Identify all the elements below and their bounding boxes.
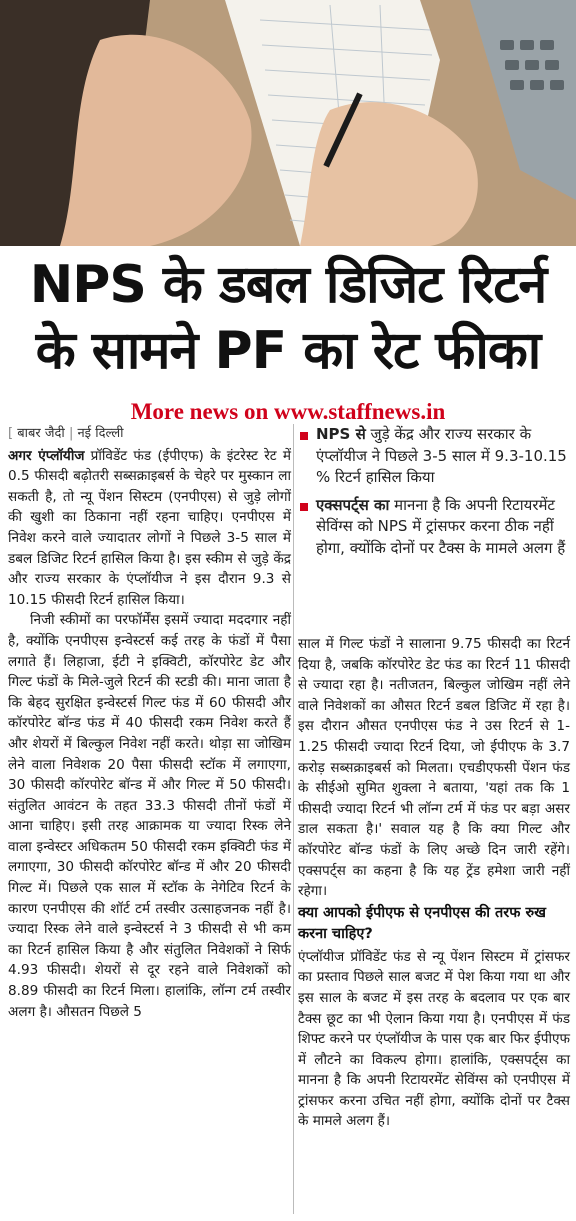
paragraph: एंप्लॉयीज प्रॉविडेंट फंड से न्यू पेंशन सिस्टम में ट्रांसफर का प्रस्ताव पिछले साल बजट में पेश किया गया था और इस साल के बजट में इस तरह के बदलाव पर एक बार टैक्स छूट का भी ऐलान किया गया है। एनपीएस में फंड शिफ्ट करने पर एंप्लॉयीज के पास एक बार फिर ईपीएफ में लौटने का विकल्प होगा। हालांकि, एक्सपर्ट्स का मानना है कि अपनी रिटायरमेंट सेविंग्स को एनपीएस में ट्रांसफर करना उचित नहीं होगा, क्योंकि दोनों पर टैक्स के मामले अलग हैं। <box>298 948 570 1130</box>
watermark-link[interactable]: More news on www.staffnews.in <box>130 399 446 424</box>
left-column <box>8 424 291 1022</box>
subheading: क्या आपको ईपीएफ से एनपीएस की तरफ रुख करना चाहिए? <box>298 904 546 942</box>
paragraph: निजी स्कीमों का परफॉर्मेंस इसमें ज्यादा मददगार नहीं है, क्योंकि एनपीएस इन्वेस्टर्स कई तरह के फंडों में पैसा लगाते हैं। लिहाजा, ईटी ने इक्विटी, कॉरपोरेट डेट और गिल्ट फंडों के मिले-जुले रिटर्न की स्टडी की। माना जाता है कि बेहद सुरक्षित इन्वेस्टर्स गिल्ट फंड में 60 फीसदी और कॉरपोरेट बॉन्ड फंड में 40 फीसदी रकम निवेश करते हैं और शेयरों में बिल्कुल निवेश नहीं करते। थोड़ा सा जोखिम लेने वाला निवेशक 20 पैसा फीसदी स्टॉक में लगाएगा, 30 फीसदी कॉरपोरेट बॉन्ड में और गिल्ट में 50 फीसदी। संतुलित आवंटन के तहत 33.3 फीसदी तीनों फंडों में आना चाहिए। इसी तरह आक्रामक या ज्यादा रिस्क लेने वाला इन्वेस्टर अधिकतम 50 फीसदी रकम इक्विटी फंड में लगाएगा, 30 फीसदी कॉरपोरेट बॉन्ड में और 20 फीसदी गिल्ट में। पिछले एक साल में स्टॉक के नेगेटिव रिटर्न के कारण एनपीएस की शॉर्ट टर्म तस्वीर उत्साहजनक नहीं है। ज्यादा रिस्क लेने वाले इन्वेस्टर्स ने 3 फीसदी से भी कम का रिटर्न हासिल किया है और संतुलित निवेशकों ने सिर्फ 4.93 फीसदी। शेयरों से दूर रहने वाले निवेशकों को 8.89 फीसदी का रिटर्न मिला। हालांकि, लॉन्ग टर्म तस्वीर अलग है। औसतन पिछले 5 <box>8 612 291 1020</box>
byline-place: नई दिल्ली <box>77 426 124 441</box>
square-bullet-icon <box>300 503 308 511</box>
byline-author: बाबर जैदी <box>17 426 65 441</box>
paragraph <box>8 446 291 611</box>
paragraph-lead: अगर एंप्लॉयीज <box>8 447 85 464</box>
paragraph: साल में गिल्ट फंडों ने सालाना 9.75 फीसदी का रिटर्न दिया है, जबकि कॉरपोरेट डेट फंड का रिटर्न 11 फीसदी से ज्यादा रहा है। नतीजतन, बिल्कुल जोखिम नहीं लेने वाले निवेशकों का औसत रिटर्न डबल डिजिट में रहा है। इस दौरान औसत एनपीएस फंड ने उस रिटर्न से 1-1.25 फीसदी ज्यादा रिटर्न दिया, जो ईपीएफ के 3.7 करोड़ सब्सक्राइबर्स को मिलता। एचडीएफसी पेंशन फंड के सीईओ सुमित शुक्ला ने बताया, 'यहां तक कि 1 फीसदी ज्यादा रिटर्न भी लॉन्ग टर्म में फंड पर बड़ा असर डाल सकता है।' सवाल यह है कि क्या गिल्ट और कॉरपोरेट बॉन्ड फंडों के लिए अच्छे दिन जारी रहेंगे। एक्सपर्ट्स का कहना है कि यह ट्रेंड हमेशा जारी नहीं रहेगा। <box>298 636 570 900</box>
highlight-text: जुड़े केंद्र और राज्य सरकार के एंप्लॉयीज ने पिछले 3-5 साल में 9.3-10.15 % रिटर्न हासिल किया <box>316 425 567 486</box>
right-column <box>298 634 570 1132</box>
highlight-text: मानना है कि अपनी रिटायरमेंट सेविंग्स को NPS में ट्रांसफर करना ठीक नहीं होगा, क्योंकि दोनों पर टैक्स के मामले अलग हैं <box>316 495 566 557</box>
byline: [ बाबर जैदी | नई दिल्ली <box>8 426 124 441</box>
article-photo <box>0 0 576 246</box>
photo-illustration <box>0 0 576 246</box>
highlight-lead: एक्सपर्ट्स का <box>316 495 390 514</box>
highlights-box <box>298 424 574 624</box>
column-divider <box>293 424 294 1214</box>
headline-line-1: NPS के डबल डिजिट रिटर्न <box>29 255 547 315</box>
square-bullet-icon <box>300 432 308 440</box>
headline-line-2: के सामने PF का रेट फीका <box>35 321 541 381</box>
highlight-item <box>298 424 574 489</box>
highlight-lead: NPS से <box>316 425 366 443</box>
paragraph-text: प्रॉविडेंट फंड (ईपीएफ) के इंटरेस्ट रेट में 0.5 फीसदी बढ़ोतरी सब्सक्राइबर्स के चेहरे पर मुस्कान ला सकती है, तो न्यू पेंशन सिस्टम (एनपीएस) से जुड़े लोगों की खुशी का ठिकाना नहीं रहना चाहिए। एनपीएस में निवेश करने वाले ज्यादातर लोगों ने पिछले 3-5 साल में डबल डिजिट रिटर्न हासिल किया है। इस स्कीम से जुड़े केंद्र और राज्य सरकार के एंप्लॉयीज ने इस दौरान 9.3 से 10.15 फीसदी रिटर्न हासिल किया। <box>8 447 291 608</box>
headline <box>0 252 576 384</box>
highlight-item <box>298 495 574 560</box>
